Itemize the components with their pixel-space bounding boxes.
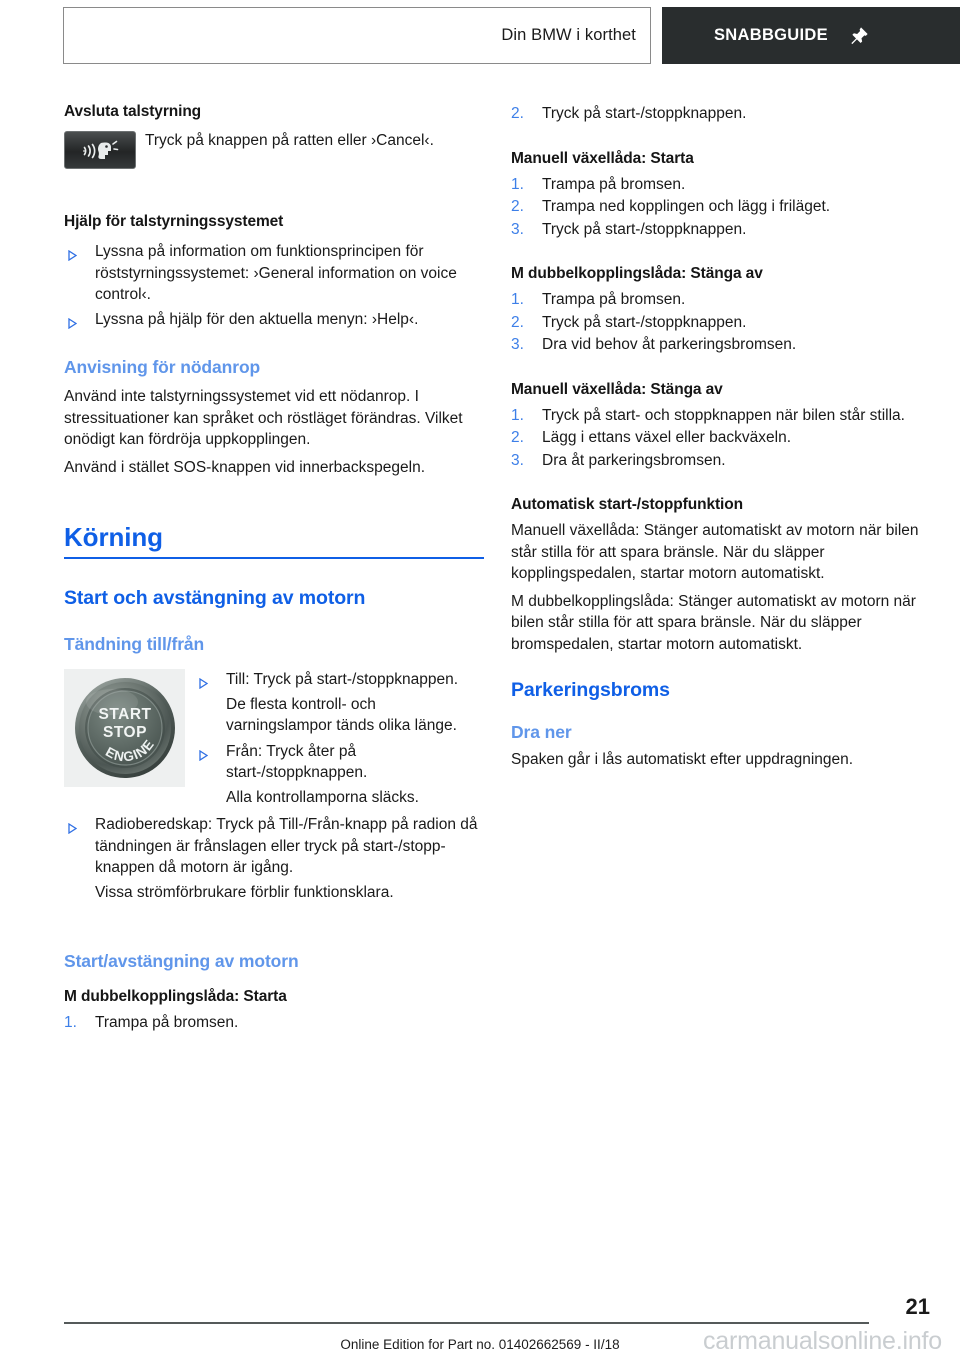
voice-control-button-icon (64, 131, 136, 169)
step-number: 2. (511, 429, 524, 446)
heading-manuell-vaxellada-stanga-av: Manuell växellåda: Stänga av (511, 380, 723, 398)
heading-avsluta-talstyrning: Avsluta talstyrning (64, 103, 202, 120)
list-item (511, 174, 931, 196)
heading-hjalp-talstyrningssystemet: Hjälp för talstyrningssystemet (64, 213, 284, 230)
step-number: 3. (511, 220, 524, 238)
step-text: Tryck på start-/stoppknappen. (542, 313, 747, 331)
list-item (64, 309, 484, 331)
step-text: Tryck på start-/stoppknappen. (542, 105, 747, 122)
list-item-text: Från: Tryck åter på start-/stoppknappen. (226, 742, 368, 781)
list-item (511, 289, 931, 311)
triangle-bullet-icon (68, 246, 77, 257)
heading-manuell-vaxellada-starta: Manuell växellåda: Starta (511, 149, 694, 167)
hjalp-list (64, 241, 484, 330)
right-column (511, 103, 931, 771)
list-item-note: Vissa strömförbrukare förblir funktionsklara. (95, 883, 394, 901)
nodanrop-paragraph-2: Använd i stället SOS-knappen vid innerbackspegeln. (64, 458, 426, 476)
manuell-vaxellada-stanga-av-steps (511, 405, 931, 472)
svg-text:ENGINE: ENGINE (103, 736, 158, 765)
list-item-note: Alla kontrollamporna släcks. (226, 788, 419, 806)
automatisk-paragraph-2: M dubbelkopplingslåda: Stänger automatiskt av motorn när bilen står stilla för att spara bränsle. När du släpper bromspedalen, startar motorn automatiskt. (511, 592, 916, 653)
list-item (511, 427, 931, 449)
list-item (511, 103, 931, 125)
heading-tandning-till-fran: Tändning till/från (64, 634, 205, 654)
list-item-text: Lyssna på hjälp för den aktuella menyn: ›Help‹. (95, 310, 419, 328)
svg-text:STOP: STOP (103, 724, 147, 741)
page-title-korning: Körning (64, 522, 484, 559)
start-stop-engine-button-image (64, 669, 185, 787)
list-item-text: Radioberedskap: Tryck på Till-/Från-knapp på radion då tändningen är frånslagen eller tryck på start-/stopp-knappen då motorn är igång. (95, 816, 478, 876)
nodanrop-paragraph-1: Använd inte talstyrningssystemet vid ett nödanrop. I stressituationer kan språket och röstläget förändras. Vilket onödigt kan fördröja uppkopplingen. (64, 388, 463, 448)
tandning-figure-row (64, 669, 484, 808)
heading-m-dubbelkopplingslada-stanga-av: M dubbelkopplingslåda: Stänga av (511, 265, 763, 282)
step-number: 2. (511, 105, 524, 122)
step-number: 1. (511, 291, 524, 308)
list-item (195, 669, 484, 691)
continued-steps (511, 103, 931, 125)
footer-edition-text: Online Edition for Part no. 01402662569 - II/18 (340, 1337, 620, 1352)
list-item-text: Till: Tryck på start-/stoppknappen. (226, 671, 459, 688)
list-item (511, 405, 931, 427)
list-item-text: Lyssna på information om funktionsprincipen för röststyrningssystemet: ›General information on voice control‹. (95, 243, 457, 303)
step-text: Trampa på bromsen. (542, 291, 686, 308)
manuell-vaxellada-starta-steps (511, 174, 931, 241)
left-column (64, 103, 484, 1035)
step-number: 1. (511, 406, 524, 424)
heading-automatisk-start-stoppfunktion: Automatisk start-/stoppfunktion (511, 496, 743, 513)
step-number: 1. (511, 175, 524, 193)
triangle-bullet-icon (68, 819, 77, 830)
step-number: 3. (511, 336, 524, 353)
footer-watermark: carmanualsonline.info (702, 1327, 942, 1355)
step-text: Trampa ned kopplingen och lägg i friläget. (542, 198, 831, 215)
section-tab-label: SNABBGUIDE (714, 26, 828, 44)
radio-list (64, 814, 484, 903)
list-item (511, 219, 931, 241)
footer-divider (64, 1322, 869, 1324)
pushpin-icon (848, 25, 870, 47)
list-item (64, 1012, 484, 1034)
step-text: Trampa på bromsen. (542, 175, 686, 193)
heading-start-avstangning-av-motorn: Start/avstängning av motorn (64, 951, 299, 971)
list-item (195, 741, 484, 784)
page-header (63, 7, 960, 64)
step-number: 2. (511, 198, 524, 215)
step-number: 1. (64, 1014, 77, 1031)
automatisk-paragraph-1: Manuell växellåda: Stänger automatiskt av motorn när bilen står stilla för att spara bränsle. När du släpper kopplingspedalen, startar motorn automatiskt. (511, 522, 919, 582)
list-item-note: De flesta kontroll- och varningslampor tänds olika länge. (226, 695, 457, 734)
step-text: Dra åt parkeringsbromsen. (542, 451, 726, 469)
heading-m-dubbelkopplingslada-starta: M dubbelkopplingslåda: Starta (64, 988, 287, 1005)
step-text: Trampa på bromsen. (95, 1014, 239, 1031)
step-text: Tryck på start-/stoppknappen. (542, 220, 747, 238)
list-item (64, 814, 484, 879)
step-text: Tryck på start- och stoppknappen när bilen står stilla. (542, 406, 905, 424)
m-dubbelkopplingslada-starta-steps (64, 1012, 484, 1034)
list-item (511, 334, 931, 356)
list-item (64, 241, 484, 306)
triangle-bullet-icon (199, 674, 208, 685)
page-number: 21 (905, 1294, 930, 1319)
tandning-list (195, 669, 484, 808)
heading-parkeringsbroms: Parkeringsbroms (511, 679, 670, 701)
step-text: Lägg i ettans växel eller backväxeln. (542, 429, 792, 446)
m-dubbelkopplingslada-stanga-av-steps (511, 289, 931, 356)
list-item (511, 450, 931, 472)
heading-anvisning-for-nodanrop: Anvisning för nödanrop (64, 357, 261, 377)
triangle-bullet-icon (199, 746, 208, 757)
avsluta-instruction-text: Tryck på knappen på ratten eller ›Cancel‹. (145, 132, 434, 149)
breadcrumb-box (63, 7, 651, 64)
heading-start-och-avstangning: Start och avstängning av motorn (64, 587, 366, 609)
svg-text:START: START (98, 706, 152, 723)
heading-dra-ner: Dra ner (511, 722, 572, 742)
breadcrumb: Din BMW i korthet (501, 26, 636, 44)
avsluta-figure-row (64, 129, 484, 169)
step-number: 2. (511, 313, 524, 331)
triangle-bullet-icon (68, 314, 77, 325)
list-item (511, 312, 931, 334)
list-item (511, 196, 931, 218)
step-number: 3. (511, 451, 524, 469)
step-text: Dra vid behov åt parkeringsbromsen. (542, 336, 797, 353)
parkeringsbroms-paragraph: Spaken går i lås automatiskt efter uppdragningen. (511, 751, 854, 768)
section-tab[interactable] (662, 7, 960, 64)
